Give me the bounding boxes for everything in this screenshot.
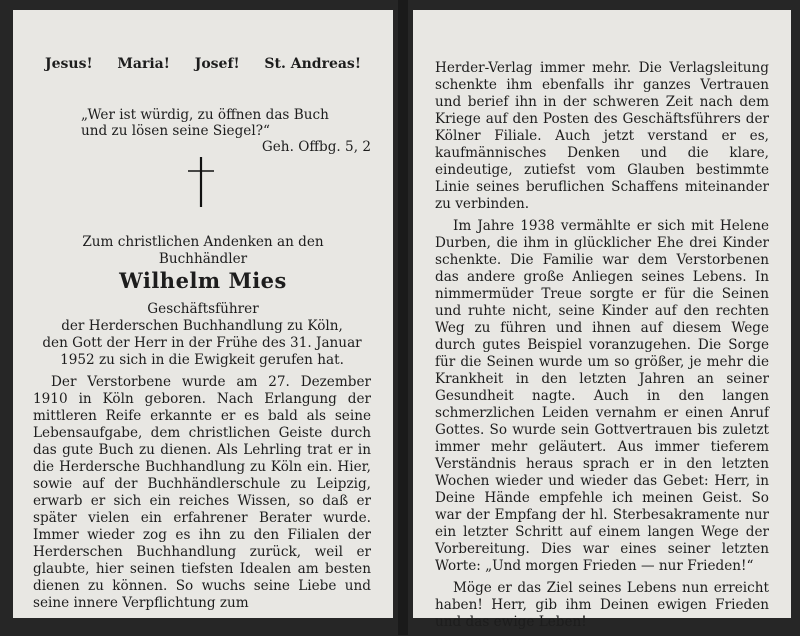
biography-start <box>33 374 371 612</box>
closing-prayer: Möge er das Ziel seines Lebens nun erreicht haben! Herr, gib ihm Deinen ewigen Frieden und das ewige Leben! <box>435 580 769 630</box>
deceased-role: Geschäftsführer <box>147 301 259 317</box>
deceased-name: Wilhelm Mies <box>119 268 287 293</box>
saints-invocation <box>45 56 361 72</box>
card-fold-divider <box>398 0 408 635</box>
scripture-quote <box>81 107 371 155</box>
saint-jesus: Jesus! <box>45 56 93 72</box>
saint-andreas: St. Andreas! <box>264 56 361 72</box>
biography-paragraph: Herder-Verlag immer mehr. Die Verlagsleitung schenkte ihm ebenfalls ihr ganzes Vertrauen und berief ihn in der schweren Zeit nach dem Kriege auf den Posten des Geschäftsführers der Kölner Filiale. Auch jetzt verstand er es, kaufmännisches Denken und die klare, eindeutige, zutiefst vom Glauben bestimmte Linie seines beruflichen Schaffens miteinander zu verbinden. <box>435 60 769 212</box>
death-line: 1952 zu sich in die Ewigkeit gerufen hat. <box>60 352 344 368</box>
quote-reference: Geh. Offbg. 5, 2 <box>261 139 371 155</box>
death-line: den Gott der Herr in der Frühe des 31. Januar <box>42 335 362 351</box>
biography-paragraph: Der Verstorbene wurde am 27. Dezember 1910 in Köln geboren. Nach Erlangung der mittleren Reife erkannte er es bald als seine Lebensaufgabe, dem christlichen Geiste durch das gute Buch zu dienen. Als Lehrling trat er in die Herdersche Buchhandlung zu Köln ein. Hier, sowie auf der Buchhändlerschule zu Leipzig, erwarb er sich ein reiches Wissen, so daß er später vielen ein erfahrener Berater wurde. Immer wieder zog es ihn zu den Filialen der Herderschen Buchhandlung zurück, weil er glaubte, hier seinen tiefsten Idealen am besten dienen zu können. So wuchs seine Liebe und seine innere Verpflichtung zum <box>33 374 371 611</box>
left-page <box>13 10 393 618</box>
saint-josef: Josef! <box>194 56 240 72</box>
intro-line: Buchhändler <box>158 251 248 267</box>
intro-line: Zum christlichen Andenken an den <box>82 234 324 250</box>
cross-icon <box>186 156 216 208</box>
right-page <box>413 10 791 630</box>
death-line: der Herderschen Buchhandlung zu Köln, <box>61 318 343 334</box>
saint-maria: Maria! <box>117 56 170 72</box>
death-notice <box>33 318 371 369</box>
biography-paragraph: Im Jahre 1938 vermählte er sich mit Helene Durben, die ihm in glücklicher Ehe drei Kinder schenkte. Die Familie war dem Verstorbenen das andere große Anliegen seines Lebens. In nimmermüder Treue sorgte er für die Seinen und ruhte nicht, seine Kinder auf den rechten Weg zu führen und ihnen auf diesem Wege durch gutes Beispiel voranzugehen. Die Sorge für die Seinen wurde um so größer, je mehr die Krankheit in den letzten Jahren an seiner Gesundheit nagte. Auch in den langen schmerzlichen Leiden vernahm er einen Anruf Gottes. So wurde sein Gottvertrauen bis zuletzt immer mehr geläutert. Aus immer tieferem Verständnis heraus sprach er in den letzten Wochen wieder und wieder das Gebet: Herr, in Deine Hände empfehle ich meinen Geist. So war der Empfang der hl. Sterbesakramente nur ein letzter Schritt auf einem langen Wege der Vorbereitung. Dies war eines seiner letzten Worte: „Und morgen Frieden — nur Frieden!“ <box>435 218 769 574</box>
memorial-intro <box>33 234 373 268</box>
biography-continued <box>435 60 769 636</box>
quote-line: „Wer ist würdig, zu öffnen das Buch <box>81 107 329 123</box>
quote-line: und zu lösen seine Siegel?“ <box>81 123 270 139</box>
